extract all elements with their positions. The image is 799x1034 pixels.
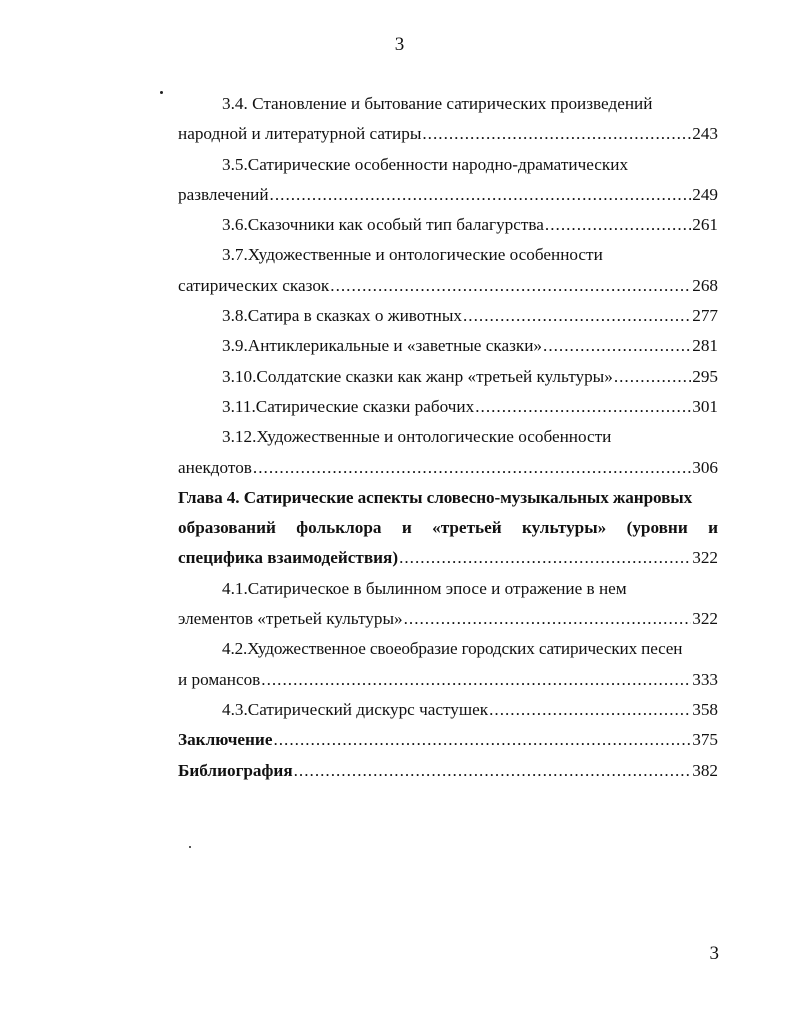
toc-entry-title: 4.3.Сатирический дискурс частушек — [222, 699, 489, 719]
chapter-title-cont: специфика взаимодействия) — [178, 548, 399, 568]
dot-leader — [404, 604, 692, 634]
toc-entry-title: 3.10.Солдатские сказки как жанр «третьей культуры» — [222, 366, 613, 386]
scan-speck — [189, 846, 191, 848]
toc-entry-4-2 — [178, 634, 718, 695]
dot-leader — [463, 301, 691, 331]
toc-entry-title: 3.6.Сказочники как особый тип балагурства — [222, 215, 544, 235]
toc-entry-title: 4.1.Сатирическое в былинном эпосе и отражение в нем — [222, 578, 627, 598]
toc-entry-title-cont: анекдотов — [178, 457, 252, 477]
toc-entry-title-cont: развлечений — [178, 184, 269, 204]
dot-leader — [614, 362, 691, 392]
chapter-title: Глава 4. Сатирические аспекты словесно-музыкальных жанровых — [178, 487, 693, 507]
toc-page-number: 268 — [692, 275, 718, 295]
toc-entry-3-8 — [178, 301, 718, 331]
toc-page-number: 261 — [692, 215, 718, 235]
dot-leader — [253, 453, 691, 483]
toc-page-number: 249 — [692, 184, 718, 204]
toc-entry-title: 3.11.Сатирические сказки рабочих — [222, 396, 475, 416]
toc-entry-title-cont: народной и литературной сатиры — [178, 124, 422, 144]
dot-leader — [273, 725, 691, 755]
toc-entry-title: Заключение — [178, 730, 273, 750]
toc-page-number: 306 — [692, 457, 718, 477]
toc-entry-title: 3.9.Антиклерикальные и «заветные сказки» — [222, 336, 543, 356]
toc-entry-title-cont: сатирических сказок — [178, 275, 330, 295]
dot-leader — [543, 331, 691, 361]
toc-entry-title: 4.2.Художественное своеобразие городских сатирических песен — [222, 639, 683, 659]
toc-entry-3-11 — [178, 392, 718, 422]
dot-leader — [422, 119, 691, 149]
toc-page-number: 375 — [692, 730, 718, 750]
toc-entry-title: 3.12.Художественные и онтологические особенности — [222, 427, 612, 447]
toc-page-number: 243 — [692, 124, 718, 144]
toc-entry-3-10 — [178, 362, 718, 392]
page-number-top: 3 — [394, 34, 405, 55]
toc-entry-4-1 — [178, 574, 718, 635]
toc-entry-title-cont: элементов «третьей культуры» — [178, 609, 403, 629]
dot-leader — [399, 543, 691, 573]
scan-speck — [160, 91, 163, 94]
toc-page-number: 277 — [692, 306, 718, 326]
toc-entry-3-7 — [178, 240, 718, 301]
toc-page-number: 382 — [692, 760, 718, 780]
toc-entry-3-4 — [178, 89, 718, 150]
toc-entry-title: 3.4. Становление и бытование сатирических произведений — [222, 94, 653, 113]
toc-bibliography — [178, 756, 718, 786]
toc-entry-title: 3.5.Сатирические особенности народно-драматических — [222, 154, 629, 174]
toc-entry-3-12 — [178, 422, 718, 483]
dot-leader — [270, 180, 692, 210]
toc-entry-title: Библиография — [178, 760, 293, 780]
toc-entry-title-cont: и романсов — [178, 669, 261, 689]
dot-leader — [294, 756, 692, 786]
toc-conclusion — [178, 725, 718, 755]
toc-page-number: 358 — [692, 699, 718, 719]
toc-entry-title: 3.7.Художественные и онтологические особенности — [222, 245, 603, 265]
toc-entry-4-3 — [178, 695, 718, 725]
toc-page-number: 281 — [692, 336, 718, 356]
toc-page-number: 295 — [692, 366, 718, 386]
toc-entry-3-5 — [178, 150, 718, 211]
toc-page-number: 322 — [692, 609, 718, 629]
toc-entry-3-6 — [178, 210, 718, 240]
dot-leader — [545, 210, 691, 240]
dot-leader — [330, 271, 691, 301]
toc-page-number: 322 — [692, 548, 718, 568]
dot-leader — [475, 392, 691, 422]
toc-entry-title: 3.8.Сатира в сказках о животных — [222, 306, 462, 326]
toc-page-number: 301 — [692, 396, 718, 416]
table-of-contents — [178, 89, 718, 786]
dot-leader — [261, 665, 691, 695]
page-number-bottom: 3 — [709, 943, 719, 964]
dot-leader — [489, 695, 691, 725]
toc-entry-3-9 — [178, 331, 718, 361]
toc-chapter-4 — [178, 483, 718, 574]
toc-page-number: 333 — [692, 669, 718, 689]
chapter-title-cont: образований фольклора и «третьей культуры» (уровни и — [178, 518, 718, 538]
